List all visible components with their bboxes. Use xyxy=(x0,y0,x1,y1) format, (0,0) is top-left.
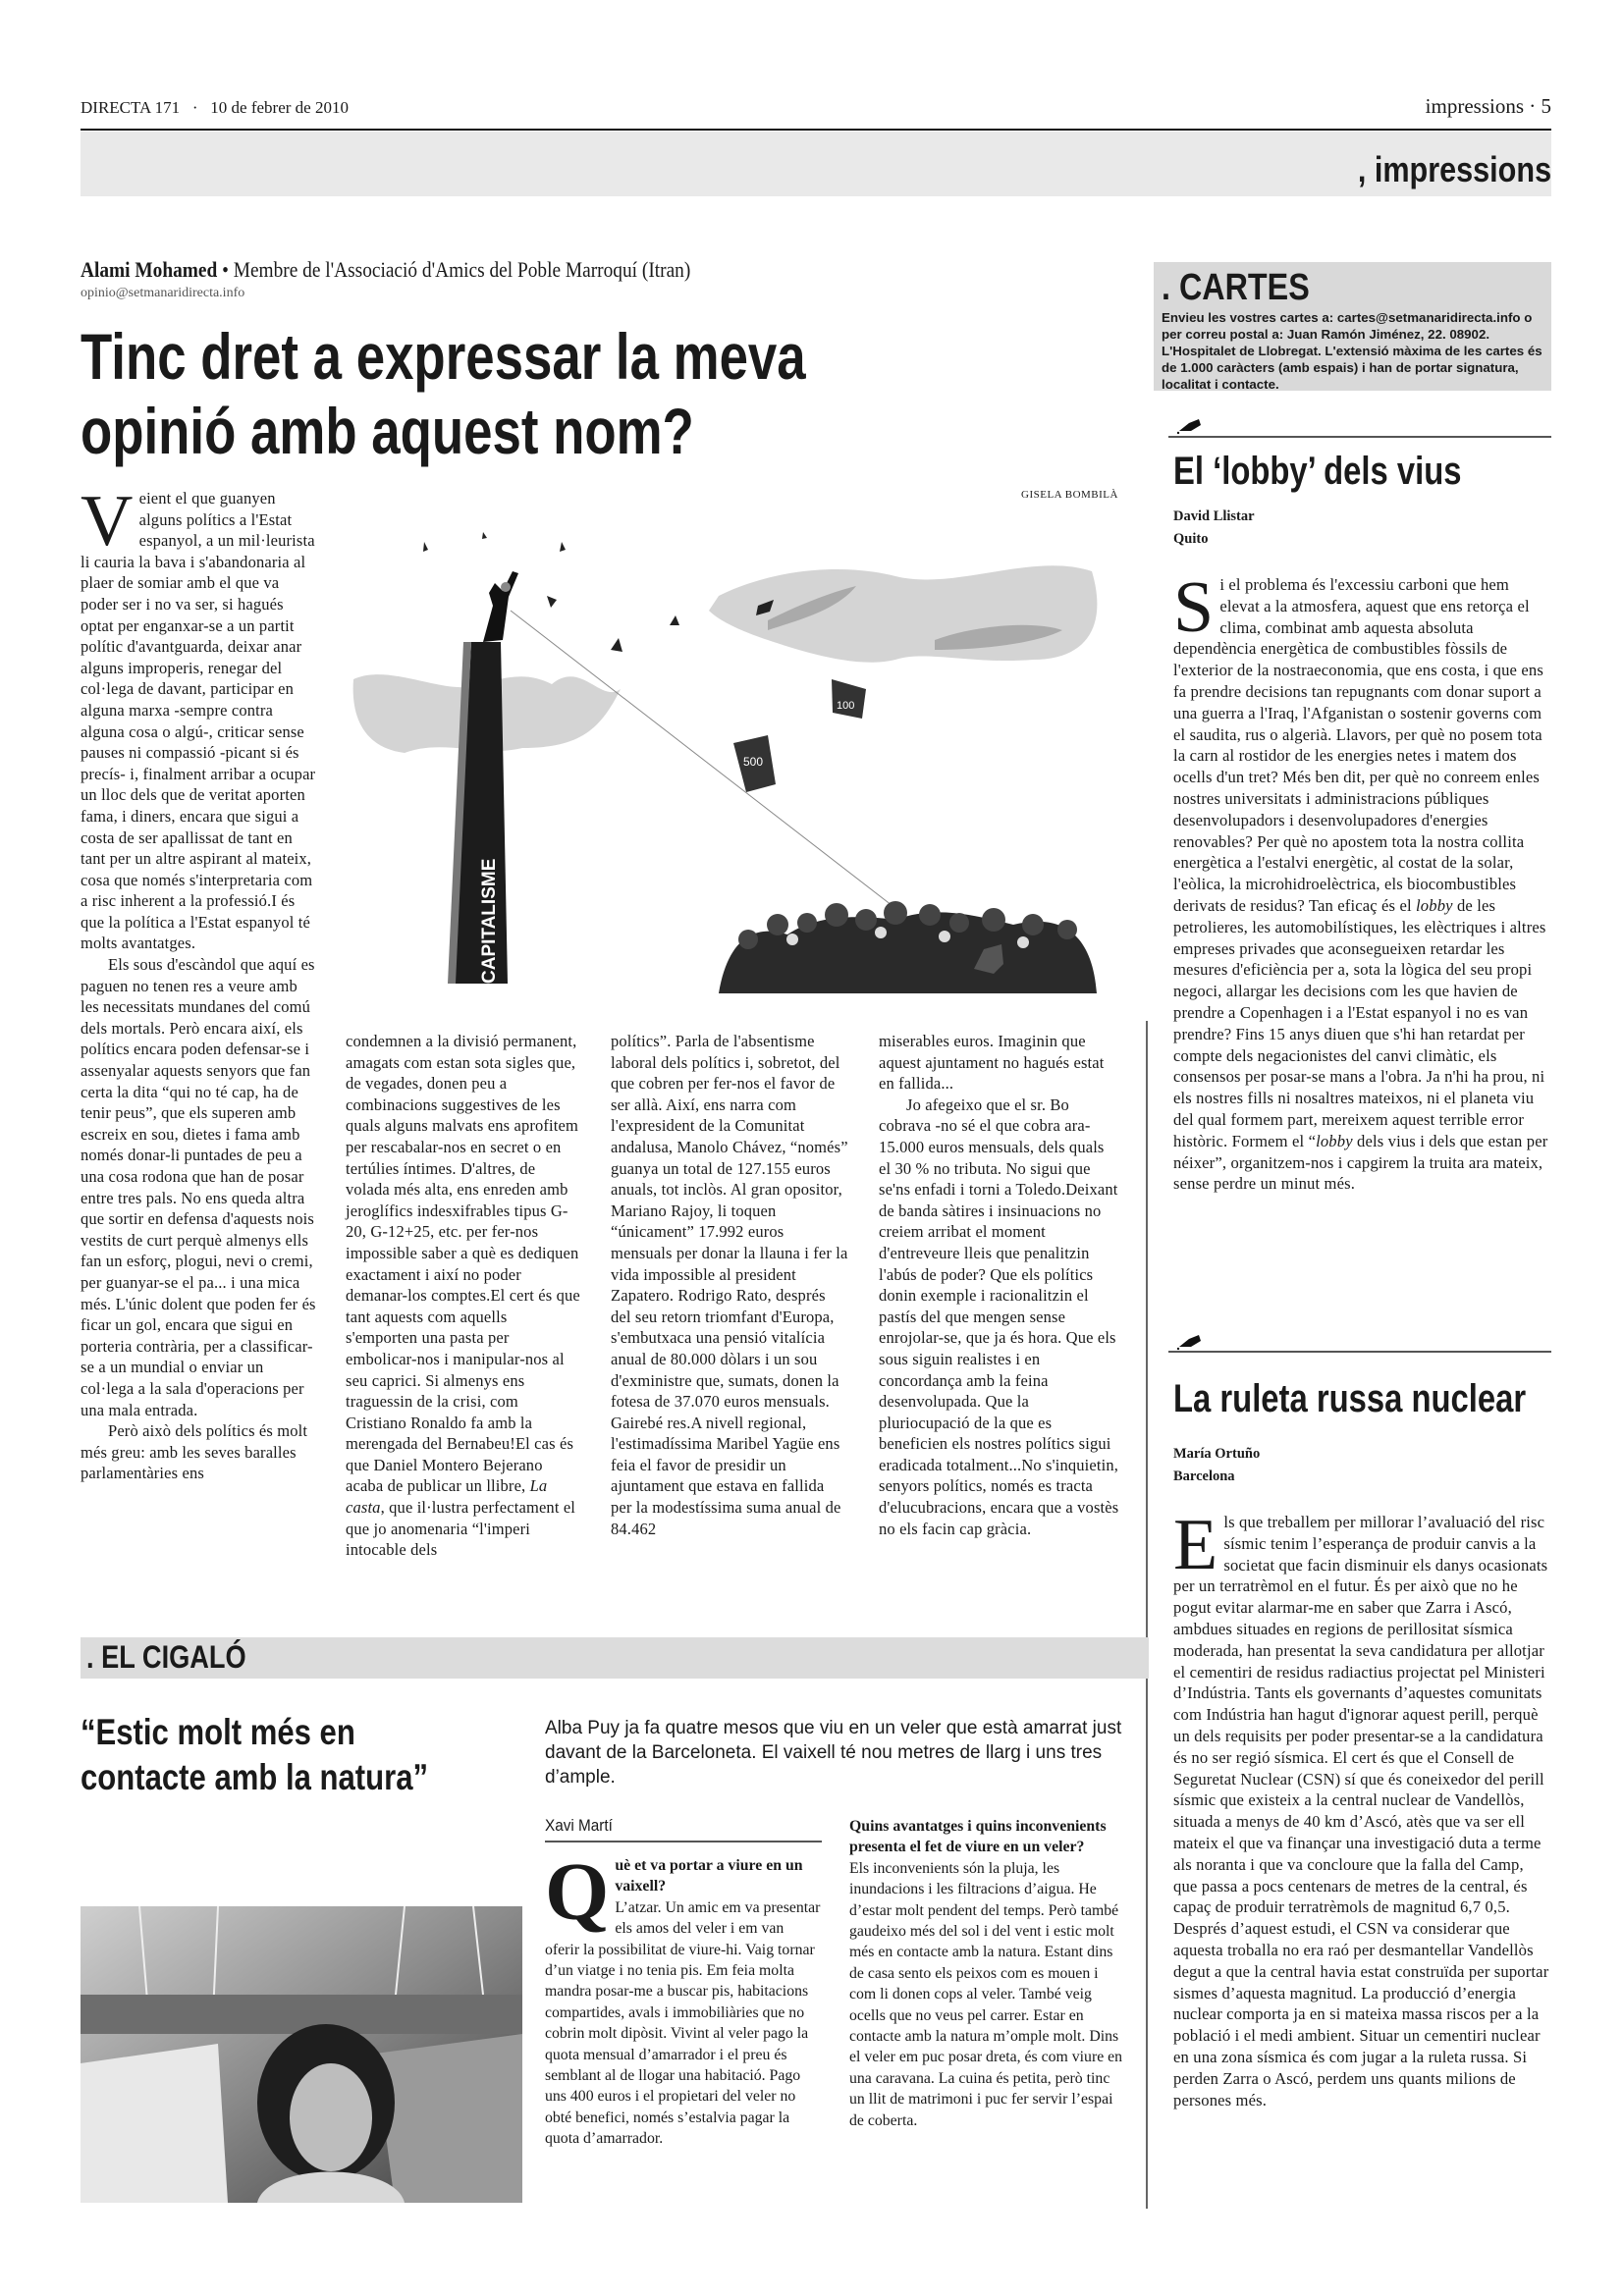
letter-byline xyxy=(1173,1443,1260,1488)
cartes-title: CARTES xyxy=(1178,267,1310,308)
header-separator: · xyxy=(191,98,198,117)
drop-cap: S xyxy=(1173,567,1215,648)
author-role: Membre de l'Associació d'Amics del Poble Marroquí (Itran) xyxy=(233,257,691,282)
letter-title xyxy=(1173,1377,1603,1421)
text: dels vius i dels que estan per néixer”, organitzem-nos i capgirem la truita ara mateix, sense perdre un minut més. xyxy=(1173,1131,1548,1194)
text: de les petrolieres, les automobilístiques, les elèctriques i altres empreses privades que aconsegueixen retardar les mesures d'eficiència per a, sota la lògica del seu propi negoci, allargar les decisions com les que havien de prendre a Copenhagen i a l'Estat espanyol i no es van prendre? Fins 15 anys diuen que s'hi han retardat per compte dels negacionistes del canvi climàtic, els consensos per posar-se mans a l'obra. Ja n'hi ha prou, ni els nostres fills ni nosaltres mateixos, ni el planeta viu del qual formem part, mereixem aquest terrible error històric. Formem el “ xyxy=(1173,895,1546,1150)
cigalo-section-title: . EL CIGALÓ xyxy=(86,1639,246,1675)
question: Quins avantatges i quins inconvenients presenta el fet de viure en un veler? xyxy=(849,1818,1107,1856)
businessman-figure xyxy=(483,571,518,642)
interview-intro: Alba Puy ja fa quatre mesos que viu en un veler que està amarrat just davant de la Barceloneta. El vaixell té nou metres de llarg i uns tres d’ample. xyxy=(545,1718,1122,1788)
pen-icon xyxy=(1175,417,1205,435)
crowd xyxy=(719,901,1097,993)
issue-date: 10 de febrer de 2010 xyxy=(210,98,349,117)
cartes-dot: . xyxy=(1162,267,1170,308)
drop-cap: V xyxy=(81,481,134,561)
drop-cap: Q xyxy=(545,1846,610,1938)
letter-location: Barcelona xyxy=(1173,1468,1235,1484)
article-column-4 xyxy=(879,1031,1119,1539)
paragraph: Els sous d'escàndol que aquí es paguen no tenen res a veure amb les necessitats mundanes del comú dels mortals. Però encara així, els polítics encara poden defensar-se i assenyalar aquests senyors que fan certa la dita “qui no té cap, ha de tenir peus”, que els superen amb escreix en sou, dietes i fama amb només donar-li puntades de peu a una cosa rodona que han de posar entre tres pals. No ens queda altra que sortir en defensa d'aquests nois vestits de curt perquè almenys ells fan un esforç, plogui, nevi o cremi, per guanyar-se el pa... i una mica més. L'únic dolent que poden fer és ficar un gol, encara que sigui en porteria contrària, per a classificar-se a un mundial o enviar un col·lega a la sala d'operacions per una mala entrada. xyxy=(81,955,316,1419)
column-divider xyxy=(1146,1679,1148,2209)
italic-term: lobby xyxy=(1416,895,1453,915)
paragraph: miserables euros. Imaginin que aquest ajuntament no hagués estat en fallida... xyxy=(879,1032,1105,1094)
section-title: , impressions xyxy=(1357,149,1551,189)
article-column-3 xyxy=(611,1031,848,1539)
column-divider xyxy=(1146,1021,1148,1637)
paragraph: polítics”. Parla de l'absentisme laboral dels polítics i, sobretot, del que cobren per fer-nos el favor de ser allà. Així, ens narra com l'expresident de la Comunitat andalusa, Manolo Chávez, “només” guanya un total de 127.155 euros anuals, tot inclòs. Al gran opositor, Mariano Rajoy, li toquen “únicament” 17.992 euros mensuals per donar la llauna i fer la vida impossible al president Zapatero. Rodrigo Rato, després del seu retorn triomfant d'Europa, s'embutxaca una pensió vitalícia anual de 80.000 dòlars i un sou d'exministre que, sumats, donen la fotesa de 37.070 euros mensuals. Gairebé res.A nivell regional, l'estimadíssima Maribel Yagüe ens feia el favor de presidir un ajuntament que estava en fallida per la modestíssima suma anual de 84.462 xyxy=(611,1032,848,1538)
italic-term: lobby xyxy=(1316,1131,1353,1150)
headline-line-1: “Estic molt més en xyxy=(81,1712,355,1752)
article-headline xyxy=(81,319,987,468)
photo-alba-puy xyxy=(81,1906,522,2203)
publication-issue: DIRECTA 171 xyxy=(81,98,181,117)
falling-bills xyxy=(423,532,774,652)
pillar-label: CAPITALISME xyxy=(479,858,500,984)
text: i el problema és l'excessiu carboni que hem elevat a la atmosfera, aquest que ens retorça el clima, combinat amb aquesta absoluta dependència energètica de combustibles fòssils de l'exterior de la nostraeconomia, que ens costa, i que ens fa prendre decisions tan repugnants com donar suport a una guerra a l'Iraq, l'Afganistan o sostenir governs com el saudita, rus o algerià. Llavors, per què no posem tota la carn al rostidor de les energies netes i matem dos ocells d'un tret? Més ben dit, per què no conreem enles nostres universitats i administracions públiques desenvolupadors i desenvolupadores d'energies renovables? Per què no apostem tota la nostra collita energètica a l'estalvi energètic, al costat de la solar, l'eòlica, la microhidroelèctrica, els biocombustibles derivats de residus? Tan eficaç és el xyxy=(1173,575,1543,915)
header-rule xyxy=(81,129,1551,131)
answer: L’atzar. Un amic em va presentar els amos del veler i em van oferir la possibilitat de viure-hi. Vaig tornar d’un viatge i no tenia pis. Em feia molta mandra posar-me a buscar pis, habitacions compartides, avals i immobiliàries que no cobrin molt dipòsit. Vivint al veler pago la quota mensual d’amarrador i el preu és semblant al de llogar una habitació. Pago uns 400 euros i el propietari del veler no obté benefici, només s’estalvia pagar la quota d’amarrador. xyxy=(545,1898,821,2148)
cloud-right xyxy=(709,565,1097,662)
author-name: Xavi Martí xyxy=(545,1816,613,1835)
text: ls que treballem per millorar l’avaluació del risc sísmic tenim l’esperança de produir canvis a la societat que facin disminuir els danys ocasionats per un terratrèmol en el futur. És per això que no he pogut evitar alarmar-me en saber que Zarra i Ascó, ambdues situades en regions de perillositat sísmica moderada, han presentat la seva candidatura per allotjar el cementiri de residus radiactius projectat pel Ministeri d’Indústria. Tants els governants d’aquestes comunitats com Indústria han hagut d'ignorar aquest perill, perquè un dels requisits per poder presentar-se a la candidatura és no ser regió sísmica. El cert és que el Consell de Seguretat Nuclear (CSN) sí que és coneixedor del perill sísmic que existeix a la central nuclear de Vandellòs, situada a menys de 40 km d’Ascó, atès que va ser ell mateix el que va finançar una investigació duta a terme als noranta i que va concloure que la falla del Camp, que passa a pocs centenars de metres de la central, és capaç de produir terratrèmols de magnitud 6,7 0,5. Després d’aquest estudi, el CSN va considerar que aquesta troballa no era raó per desmantellar Vandellòs degut a que la central havia estat construïda per suportar sismes d’aquesta magnitud. La producció d’energia nuclear comporta ja en si mateixa massa riscos per a la població i el medi ambient. Situar un cementiri nuclear en una zona sísmica és com jugar a la ruleta russa. Si perden Zarra o Ascó, perdem uns quants milions de persones més. xyxy=(1173,1513,1549,2109)
author-rule xyxy=(545,1841,822,1842)
businessman-head xyxy=(501,582,511,592)
paragraph: Jo afegeixo que el sr. Bo cobrava -no sé el que cobra ara- 15.000 euros mensuals, dels quals el 30 % no tributa. No sigui que se'ns enfadi i torni a Toledo.Deixant de banda sàtires i insinuacions no creiem arribat el moment d'entreveure lleis que penalitzin l'abús de poder? Que els polítics donin exemple i racionalitzin el pastís del que mengen sense enrojolar-se, que ja és hora. Que els sous siguin realistes i en concordança amb la feina desenvolupada. Que la pluriocupació de la que es beneficien els nostres polítics sigui eradicada totalment...No s'inquietin, senyors polítics, només es tracta d'elucubracions, encara que a vostès no els facin cap gràcia. xyxy=(879,1095,1119,1538)
cigalo-section-bar xyxy=(81,1637,1149,1679)
opinion-email[interactable]: opinio@setmanaridirecta.info xyxy=(81,286,245,300)
paragraph: Però això dels polítics és molt més greu: amb les seves baralles parlamentàries ens xyxy=(81,1421,308,1483)
letter-rule xyxy=(1168,436,1551,438)
letter-author: María Ortuño xyxy=(1173,1446,1261,1462)
article-column-2 xyxy=(346,1031,581,1561)
paragraph: eient el que guanyen alguns polítics a l'Estat espanyol, a un mil·leurista li cauria la bava i s'abandonaria al plaer de somiar amb el que va poder ser i no va ser, si hagués optat per enganxar-se a un partit polític d'avantguarda, deixar anar alguns improperis, renegar del col·lega de davant, participar en alguna marxa -sempre contra alguna cosa o algú-, criticar sense pauses ni compassió -picant si és precís- i, finalment arribar a ocupar un lloc dels que de veritat aporten fama, i diners, encara que sigui a costa de ser apallissat de tant en tant per un altre aspirant al mateix, cosa que només s'interpretaria com a risc inherent a la professió.I és que la política a l'Estat espanyol té molts avantatges. xyxy=(81,489,316,953)
capitalism-illustration xyxy=(346,503,1121,1008)
text: condemnen a la divisió permanent, amagats com estan sota sigles que, de vegades, donen peu a combinacions suggestives de les quals alguns malvats ens aprofitem per rescabalar-nos en secret o en tertúlies íntimes. D'altres, de volada més alta, ens enreden amb jeroglífics indesxifrables tipus G-20, G-12+25, etc. per fer-nos impossible saber a què es dediquen exactament i així no poder demanar-los comptes.El cert és que tant aquests com aquells s'emporten una pasta per embolicar-nos i manipular-nos al seu caprici. Si almenys ens traguessin de la crisi, com Cristiano Ronaldo fa amb la merengada del Bernabeu!El cas és que Daniel Montero Bejerano acaba de publicar un llibre, xyxy=(346,1032,580,1496)
interview-column-2 xyxy=(849,1816,1124,2131)
article-column-1 xyxy=(81,481,319,1484)
letter-location: Quito xyxy=(1173,531,1209,547)
letter-body xyxy=(1173,567,1551,1195)
drop-cap: E xyxy=(1173,1505,1218,1585)
question: uè et va portar a viure en un vaixell? xyxy=(615,1857,803,1896)
author-name: Alami Mohamed xyxy=(81,257,218,282)
headline-line-1: Tinc dret a expressar la meva xyxy=(81,320,806,393)
book-title: La casta xyxy=(346,1476,548,1518)
interview-author xyxy=(545,1816,621,1836)
article-author-line: Alami Mohamed • Membre de l'Associació d'Amics del Poble Marroquí (Itran) xyxy=(81,257,691,282)
letter-title-text: El ‘lobby’ dels vius xyxy=(1173,450,1462,493)
letter-title-text: La ruleta russa nuclear xyxy=(1173,1377,1527,1420)
answer: Els inconvenients són la pluja, les inundacions i les filtracions d’aigua. He d’estar molt pendent del temps. Però també gaudeixo més del sol i del vent i estic molt més en contacte amb la natura. Estant dins de casa sento els peixos com es mouen i com li donen cops al veler. També veig ocells que no veus pel carrer. Estar en contacte amb la natura m’omple molt. Dins el veler em puc posar dreta, és com viure en una caravana. La cuina és petita, però tinc un llit de matrimoni i puc fer servir l’espai de coberta. xyxy=(849,1859,1123,2129)
bill-100-label: 100 xyxy=(837,700,855,712)
text: , que il·lustra perfectament el que jo anomenaria “l'imperi intocable dels xyxy=(346,1498,576,1560)
illustration-credit: GISELA BOMBILÀ xyxy=(1021,489,1118,501)
headline-line-2: opinió amb aquest nom? xyxy=(81,395,694,467)
letter-title xyxy=(1173,450,1525,494)
bill-500-label: 500 xyxy=(743,755,764,769)
pen-icon xyxy=(1175,1333,1205,1351)
letter-body xyxy=(1173,1505,1551,2110)
bill-100 xyxy=(832,679,866,719)
section-bar xyxy=(81,132,1551,196)
cartes-description: Envieu les vostres cartes a: cartes@setmanaridirecta.info o per correu postal a: Juan Ramón Jiménez, 22. 08902. L'Hospitalet de Llobregat. L'extensió màxima de les cartes és de 1.000 caràcters (amb espais) i han de portar signatura, localitat i contacte. xyxy=(1162,310,1542,392)
section-page-number: impressions · 5 xyxy=(1425,94,1551,118)
cartes-box xyxy=(1154,262,1551,391)
headline-line-2: contacte amb la natura” xyxy=(81,1757,429,1797)
page-header-left xyxy=(81,98,349,118)
interview-headline xyxy=(81,1710,495,1800)
letter-author: David Llistar xyxy=(1173,508,1255,524)
interview-column-1 xyxy=(545,1846,822,2150)
letter-rule xyxy=(1168,1351,1551,1353)
letter-byline xyxy=(1173,506,1255,551)
